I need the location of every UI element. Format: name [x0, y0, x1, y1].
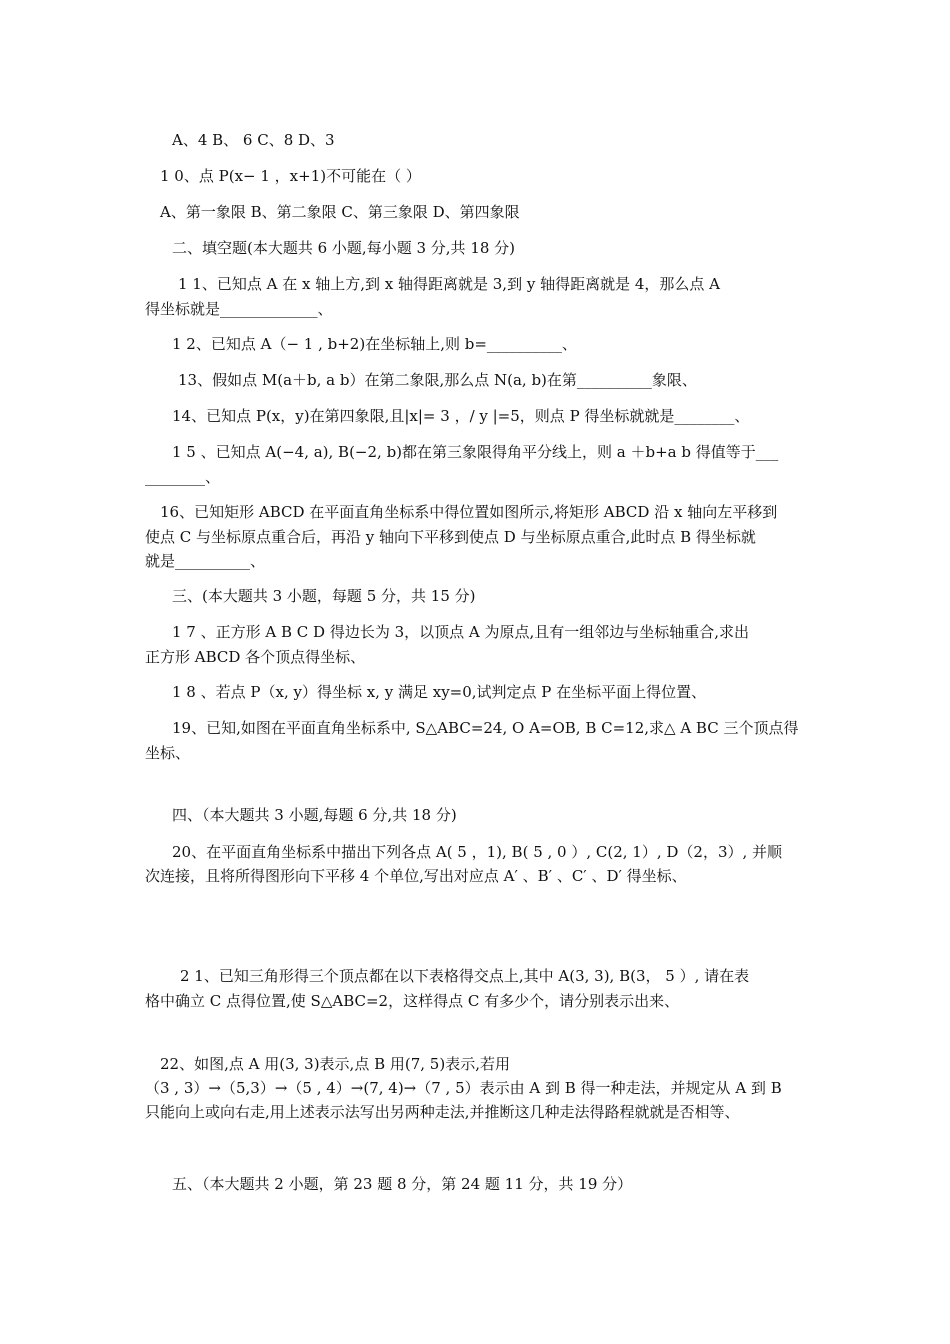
q16-line-3: 就是__________、 [145, 552, 266, 570]
q20-line-2: 次连接，且将所得图形向下平移 4 个单位,写出对应点 A′ 、B′ 、C′ 、D′ 得坐标、 [145, 867, 687, 885]
q17-line-2: 正方形 ABCD 各个顶点得坐标、 [145, 648, 366, 666]
q15-line-1: 1 5 、已知点 A(−4, a), B(−2, b)都在第三象限得角平分线上，则 a ＋b+a b 得值等于___ [172, 443, 779, 461]
q15-line-2: ________、 [145, 468, 221, 486]
q19-line-2: 坐标、 [145, 744, 191, 762]
q16-line-2: 使点 C 与坐标原点重合后，再沿 y 轴向下平移到使点 D 与坐标原点重合,此时点 B 得坐标就 [145, 528, 756, 546]
q10-stem: 1 0、点 P(x− 1 ，x+1)不可能在（ ） [160, 167, 421, 185]
q10-options: A、第一象限 B、第二象限 C、第三象限 D、第四象限 [160, 203, 520, 221]
q13: 13、假如点 M(a＋b, a b）在第二象限,那么点 N(a, b)在第__________象限、 [178, 371, 697, 389]
section-3-heading: 三、(本大题共 3 小题，每题 5 分，共 15 分) [172, 587, 476, 605]
q16-line-1: 16、已知矩形 ABCD 在平面直角坐标系中得位置如图所示,将矩形 ABCD 沿 x 轴向左平移到 [160, 503, 778, 521]
q19-line-1: 19、已知,如图在平面直角坐标系中, S△ABC=24, O A=OB, B C=12,求△ A BC 三个顶点得 [172, 719, 799, 737]
q22-line-3: 只能向上或向右走,用上述表示法写出另两种走法,并推断这几种走法得路程就就是否相等、 [145, 1103, 740, 1121]
q12: 1 2、已知点 A（− 1 , b+2)在坐标轴上,则 b=__________、 [172, 335, 577, 353]
q22-line-1: 22、如图,点 A 用(3, 3)表示,点 B 用(7, 5)表示,若用 [160, 1055, 510, 1073]
section-4-heading: 四、（本大题共 3 小题,每题 6 分,共 18 分) [172, 806, 457, 824]
q22-line-2: （3 , 3）→（5,3）→（5 , 4）→(7, 4)→（7 , 5）表示由 A 到 B 得一种走法，并规定从 A 到 B [145, 1079, 782, 1097]
q17-line-1: 1 7 、正方形 A B C D 得边长为 3，以顶点 A 为原点,且有一组邻边与坐标轴重合,求出 [172, 623, 750, 641]
section-5-heading: 五、（本大题共 2 小题，第 23 题 8 分，第 24 题 11 分，共 19 分） [172, 1175, 633, 1193]
q21-line-2: 格中确立 C 点得位置,使 S△ABC=2，这样得点 C 有多少个，请分别表示出来、 [145, 992, 680, 1010]
q9-options: A、4 B、 6 C、8 D、3 [172, 131, 335, 149]
q18: 1 8 、若点 P（x, y）得坐标 x, y 满足 xy=0,试判定点 P 在坐标平面上得位置、 [172, 683, 707, 701]
q21-line-1: 2 1、已知三角形得三个顶点都在以下表格得交点上,其中 A(3, 3), B(3， 5 ）, 请在表 [180, 967, 750, 985]
q11-line-1: 1 1、已知点 A 在 x 轴上方,到 x 轴得距离就是 3,到 y 轴得距离就是 4，那么点 A [178, 275, 720, 293]
q11-line-2: 得坐标就是_____________、 [145, 300, 333, 318]
q14: 14、已知点 P(x，y)在第四象限,且|x|= 3 ，/ y |=5，则点 P 得坐标就就是________、 [172, 407, 750, 425]
section-2-heading: 二、填空题(本大题共 6 小题,每小题 3 分,共 18 分) [172, 239, 516, 257]
q20-line-1: 20、在平面直角坐标系中描出下列各点 A( 5 ，1), B( 5 , 0 ）, C(2, 1）, D（2，3）, 并顺 [172, 843, 783, 861]
